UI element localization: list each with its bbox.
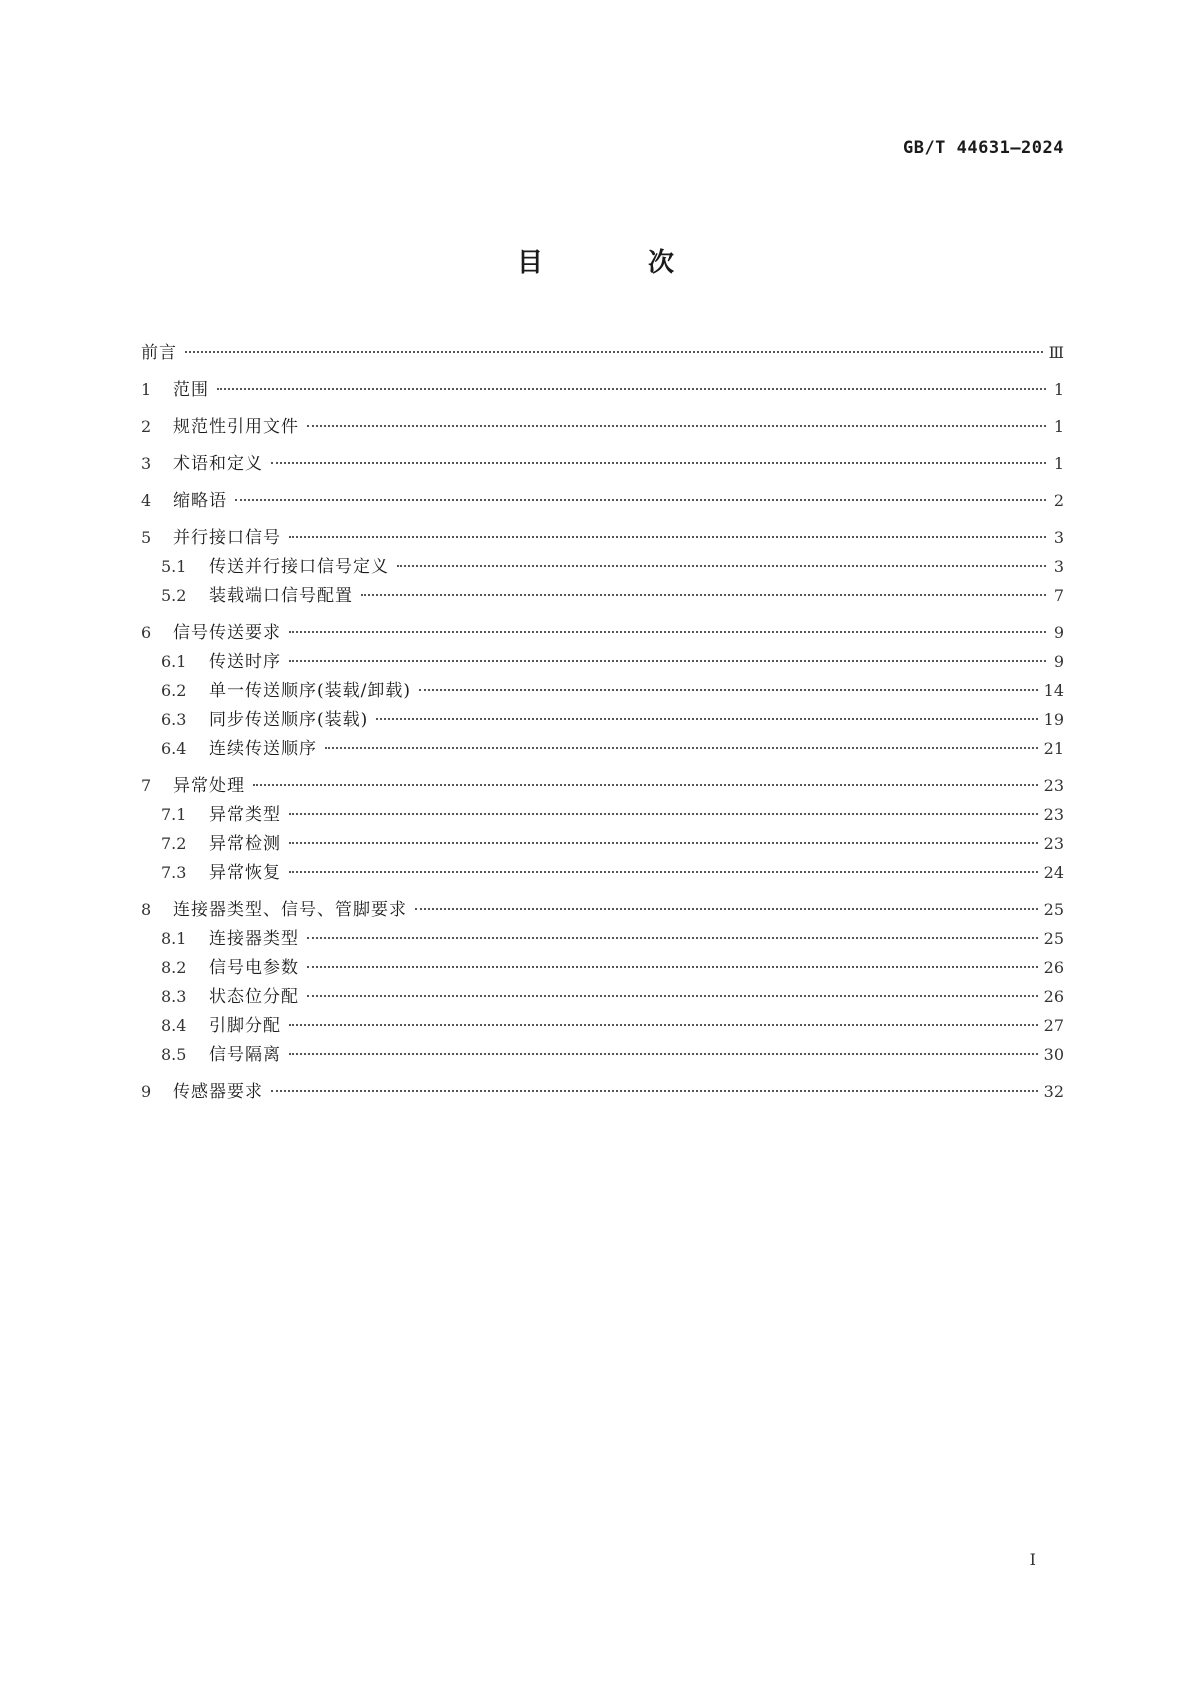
toc-entry-page: 3 xyxy=(1053,557,1064,576)
toc-dot-leader xyxy=(307,425,1046,427)
toc-entry[interactable] xyxy=(141,375,1064,404)
toc-entry-page: 25 xyxy=(1043,900,1064,919)
toc-dot-leader xyxy=(235,499,1046,501)
toc-dot-leader xyxy=(271,462,1046,464)
toc-entry-label: 连续传送顺序 xyxy=(209,739,317,759)
toc-entry-page: 9 xyxy=(1053,652,1064,671)
toc-entry[interactable] xyxy=(141,982,1064,1011)
toc-entry-number: 2 xyxy=(141,417,152,436)
toc-dot-leader xyxy=(325,747,1038,749)
toc-entry[interactable] xyxy=(141,1077,1064,1106)
toc-entry-page: 32 xyxy=(1043,1082,1064,1101)
toc-dot-leader xyxy=(271,1090,1038,1092)
toc-entry-label: 异常检测 xyxy=(209,834,281,854)
standard-code: GB/T 44631—2024 xyxy=(902,138,1064,158)
toc-entry-label: 前言 xyxy=(141,343,177,363)
toc-dot-leader xyxy=(307,995,1038,997)
toc-entry[interactable] xyxy=(141,705,1064,734)
toc-entry-label: 范围 xyxy=(173,380,209,400)
toc-entry-number: 8.4 xyxy=(161,1016,187,1035)
toc-entry-number: 1 xyxy=(141,380,152,399)
toc-entry-page: 23 xyxy=(1043,805,1064,824)
toc-entry[interactable] xyxy=(141,734,1064,763)
toc-entry[interactable] xyxy=(141,1040,1064,1069)
toc-entry[interactable] xyxy=(141,581,1064,610)
toc-entry-page: 27 xyxy=(1043,1016,1064,1035)
toc-entry-number: 8.5 xyxy=(161,1045,187,1064)
toc-entry-page: 23 xyxy=(1043,834,1064,853)
toc-entry-label: 异常恢复 xyxy=(209,863,281,883)
toc-dot-leader xyxy=(307,966,1038,968)
toc-entry-label: 传送时序 xyxy=(209,652,281,672)
page-number: I xyxy=(1029,1550,1036,1569)
toc-entry-number: 6.2 xyxy=(161,681,187,700)
toc-entry-label: 同步传送顺序(装载) xyxy=(209,710,369,730)
toc-entry-page: 1 xyxy=(1053,380,1064,399)
toc-entry[interactable] xyxy=(141,618,1064,647)
toc-entry[interactable] xyxy=(141,829,1064,858)
toc-entry-number: 7.1 xyxy=(161,805,187,824)
toc-dot-leader xyxy=(361,594,1046,596)
toc-entry-page: 23 xyxy=(1043,776,1064,795)
toc-entry-page: 14 xyxy=(1043,681,1064,700)
toc-entry[interactable] xyxy=(141,412,1064,441)
toc-entry-page: 26 xyxy=(1043,987,1064,1006)
toc-entry-label: 缩略语 xyxy=(173,491,227,511)
toc-entry-label: 并行接口信号 xyxy=(173,528,281,548)
toc-entry-number: 8 xyxy=(141,900,152,919)
toc-dot-leader xyxy=(397,565,1046,567)
toc-dot-leader xyxy=(289,1053,1038,1055)
toc-entry-page: 25 xyxy=(1043,929,1064,948)
toc-entry[interactable] xyxy=(141,676,1064,705)
toc-entry-label: 单一传送顺序(装载/卸载) xyxy=(209,681,411,701)
toc-dot-leader xyxy=(289,660,1046,662)
toc-entry-page: 24 xyxy=(1043,863,1064,882)
toc-entry-page: 1 xyxy=(1053,454,1064,473)
toc-entry-label: 引脚分配 xyxy=(209,1016,281,1036)
toc-entry-number: 6.1 xyxy=(161,652,187,671)
toc-entry-label: 规范性引用文件 xyxy=(173,417,299,437)
toc-entry-label: 信号电参数 xyxy=(209,958,299,978)
toc-entry[interactable] xyxy=(141,895,1064,924)
toc-dot-leader xyxy=(185,351,1043,353)
toc-entry[interactable] xyxy=(141,647,1064,676)
toc-dot-leader xyxy=(376,718,1037,720)
toc-entry-label: 异常处理 xyxy=(173,776,245,796)
toc-entry[interactable] xyxy=(141,523,1064,552)
toc-entry-page: 3 xyxy=(1053,528,1064,547)
toc-dot-leader xyxy=(289,813,1038,815)
toc-entry-number: 7 xyxy=(141,776,152,795)
toc-entry-page: 19 xyxy=(1043,710,1064,729)
toc-entry-label: 状态位分配 xyxy=(209,987,299,1007)
table-of-contents xyxy=(141,338,1064,1106)
toc-entry-page: 9 xyxy=(1053,623,1064,642)
toc-entry[interactable] xyxy=(141,338,1064,367)
toc-entry-label: 连接器类型、信号、管脚要求 xyxy=(173,900,407,920)
toc-entry-page: 2 xyxy=(1053,491,1064,510)
toc-entry-label: 传送并行接口信号定义 xyxy=(209,557,389,577)
toc-entry-number: 6 xyxy=(141,623,152,642)
toc-entry[interactable] xyxy=(141,953,1064,982)
toc-entry-number: 7.3 xyxy=(161,863,187,882)
toc-entry-number: 6.3 xyxy=(161,710,187,729)
toc-entry-page: Ⅲ xyxy=(1048,343,1064,362)
toc-entry-number: 4 xyxy=(141,491,152,510)
toc-entry-label: 术语和定义 xyxy=(173,454,263,474)
toc-entry[interactable] xyxy=(141,486,1064,515)
toc-entry[interactable] xyxy=(141,858,1064,887)
toc-dot-leader xyxy=(253,784,1038,786)
toc-entry-label: 连接器类型 xyxy=(209,929,299,949)
toc-entry-label: 传感器要求 xyxy=(173,1082,263,1102)
toc-entry[interactable] xyxy=(141,552,1064,581)
toc-entry-page: 1 xyxy=(1053,417,1064,436)
toc-entry[interactable] xyxy=(141,771,1064,800)
toc-entry-label: 信号传送要求 xyxy=(173,623,281,643)
toc-dot-leader xyxy=(289,871,1038,873)
toc-entry-number: 8.1 xyxy=(161,929,187,948)
toc-entry-number: 9 xyxy=(141,1082,152,1101)
toc-entry-number: 5.1 xyxy=(161,557,187,576)
toc-entry[interactable] xyxy=(141,1011,1064,1040)
toc-title: 目 次 xyxy=(516,248,723,278)
toc-dot-leader xyxy=(289,631,1046,633)
toc-dot-leader xyxy=(419,689,1038,691)
toc-dot-leader xyxy=(217,388,1046,390)
toc-dot-leader xyxy=(289,1024,1038,1026)
toc-entry-number: 5.2 xyxy=(161,586,187,605)
toc-entry-label: 信号隔离 xyxy=(209,1045,281,1065)
toc-entry-page: 26 xyxy=(1043,958,1064,977)
toc-entry-number: 5 xyxy=(141,528,152,547)
toc-entry-page: 7 xyxy=(1053,586,1064,605)
toc-entry-number: 3 xyxy=(141,454,152,473)
toc-entry-number: 8.2 xyxy=(161,958,187,977)
toc-entry-number: 7.2 xyxy=(161,834,187,853)
toc-dot-leader xyxy=(307,937,1038,939)
toc-entry-label: 异常类型 xyxy=(209,805,281,825)
toc-entry-page: 21 xyxy=(1043,739,1064,758)
toc-entry-number: 6.4 xyxy=(161,739,187,758)
toc-entry-number: 8.3 xyxy=(161,987,187,1006)
toc-dot-leader xyxy=(415,908,1038,910)
toc-dot-leader xyxy=(289,842,1038,844)
toc-entry[interactable] xyxy=(141,800,1064,829)
toc-entry[interactable] xyxy=(141,924,1064,953)
toc-entry-label: 装载端口信号配置 xyxy=(209,586,353,606)
toc-entry-page: 30 xyxy=(1043,1045,1064,1064)
toc-entry[interactable] xyxy=(141,449,1064,478)
toc-dot-leader xyxy=(289,536,1046,538)
